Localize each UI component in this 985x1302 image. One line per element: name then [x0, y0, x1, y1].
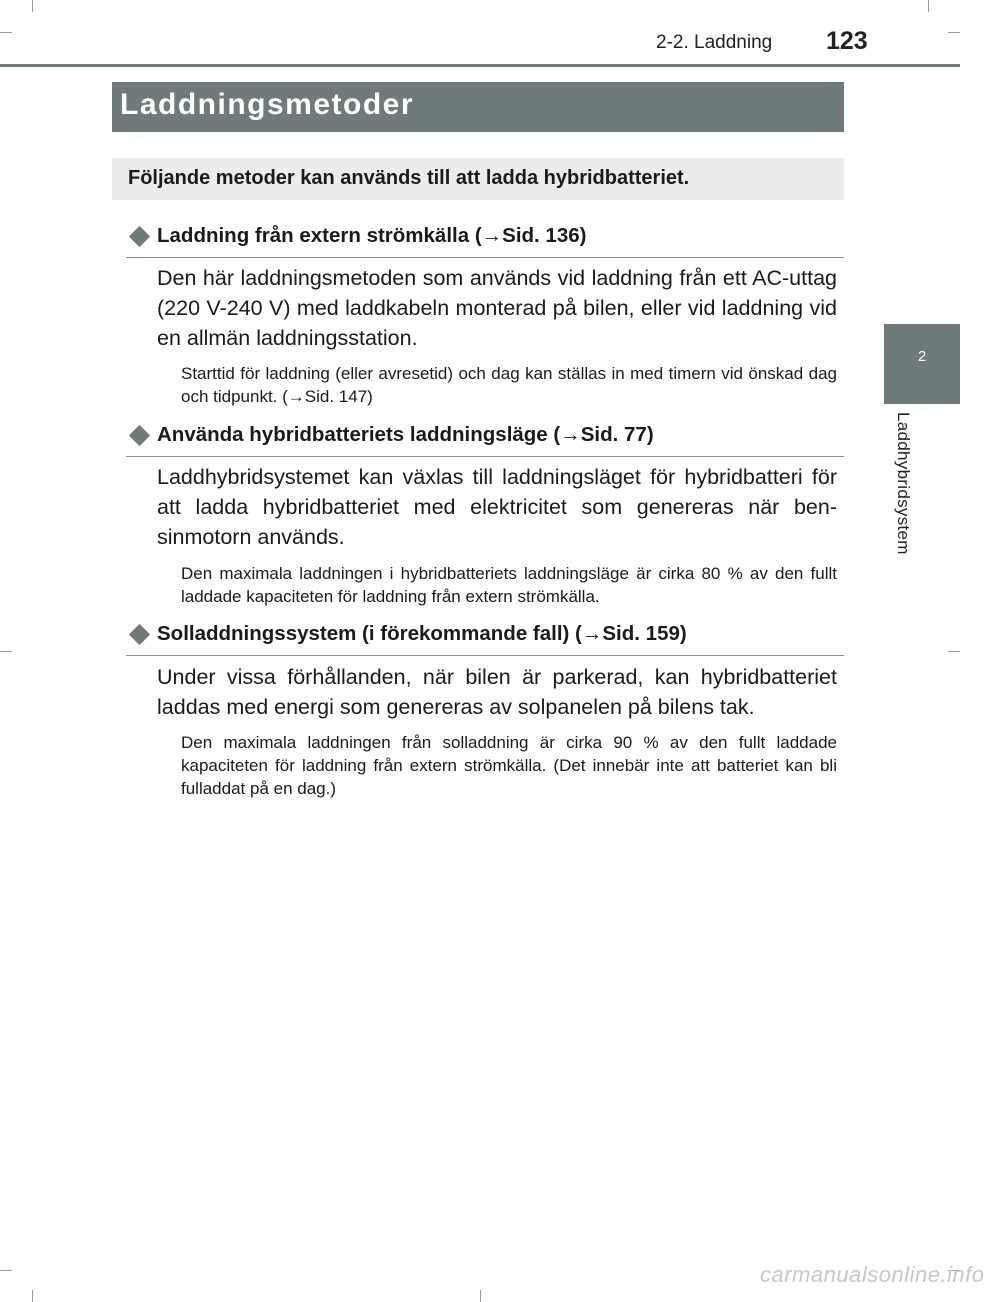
header-rule	[0, 64, 960, 67]
page-number: 123	[826, 27, 868, 55]
crop-mark	[0, 651, 12, 652]
section-body: Under vissa förhållanden, när bilen är parkerad, kan hybridbatteriet laddas med energi som genereras av solpanelen på bilens tak.	[157, 665, 837, 719]
intro-box	[112, 158, 844, 200]
crop-mark	[480, 1290, 481, 1302]
crop-mark	[948, 32, 960, 33]
section-note: Den maximala laddningen från solladdning är cirka 90 % av den fullt laddade kapaciteten för laddning från extern strömkälla. (Det innebär inte att batteriet kan bli fulladdat på en dag.)	[181, 733, 837, 798]
page-title-bar	[112, 82, 844, 132]
diamond-bullet-icon	[129, 624, 150, 645]
heading-divider	[126, 655, 844, 656]
intro-text: Följande metoder kan används till att ladda hybridbatteriet.	[128, 167, 690, 189]
crop-mark	[0, 1270, 12, 1271]
chapter-number: 2	[917, 348, 927, 365]
heading-divider	[126, 456, 844, 457]
crop-mark	[928, 0, 929, 12]
chapter-tab[interactable]	[884, 324, 960, 404]
section-heading-text[interactable]: Använda hybridbatteriets laddningsläge (→Sid. 77)	[157, 423, 654, 446]
section-note: Den maximala laddningen i hybridbatteriets laddningsläge är cirka 80 % av den fullt laddade kapaciteten för laddning från extern strömkälla.	[181, 564, 837, 606]
diamond-bullet-icon	[129, 226, 150, 247]
crop-mark	[32, 0, 33, 12]
section-body: Den här laddningsmetoden som används vid laddning från ett AC-uttag (220 V-240 V) med laddkabeln monterad på bilen, eller vid laddning vid en allmän laddningsstation.	[157, 266, 837, 350]
section-note: Starttid för laddning (eller avresetid) och dag kan ställas in med timern vid önskad dag och tidpunkt. (→Sid. 147)	[181, 364, 837, 406]
chapter-label: Laddhybridsystem	[894, 412, 913, 555]
page-title: Laddningsmetoder	[120, 88, 415, 121]
crop-mark	[32, 1290, 33, 1302]
section-heading-text[interactable]: Solladdningssystem (i förekommande fall) (→Sid. 159)	[157, 622, 687, 645]
section-heading-text[interactable]: Laddning från extern strömkälla (→Sid. 136)	[157, 224, 587, 247]
crop-mark	[0, 32, 12, 33]
section-label: 2-2. Laddning	[656, 32, 773, 53]
footer-watermark: carmanualsonline.info	[760, 1262, 985, 1287]
crop-mark	[948, 651, 960, 652]
section-body: Laddhybridsystemet kan växlas till laddningsläget för hybridbatteri för att ladda hybridbatteriet med elektricitet som genereras när ben-sinmotorn används.	[157, 465, 837, 549]
diamond-bullet-icon	[129, 425, 150, 446]
heading-divider	[126, 257, 844, 258]
